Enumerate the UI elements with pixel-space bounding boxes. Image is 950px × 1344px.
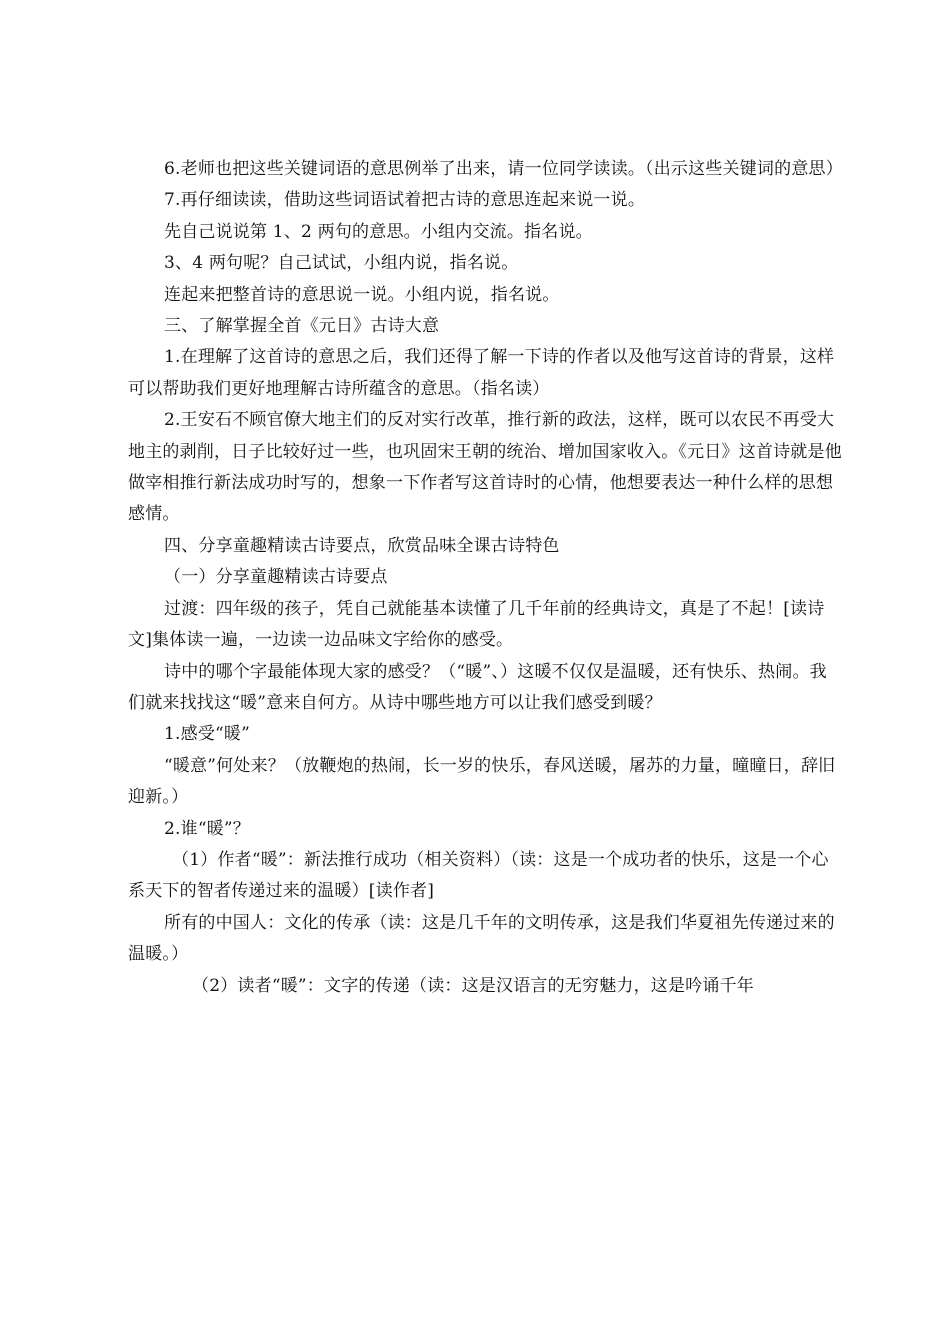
paragraph-warmth-question: 诗中的哪个字最能体现大家的感受？（“暖”、）这暖不仅仅是温暖，还有快乐、热闹。我们就来找找这“暖”意来自何方。从诗中哪些地方可以让我们感受到暖？: [128, 661, 827, 713]
document-body: [128, 154, 844, 1002]
paragraph-feel-warmth: 1.感受“暖”: [164, 724, 251, 745]
paragraph-step-6: 6.老师也把这些关键词语的意思例举了出来，请一位同学读读。（出示这些关键词的意思）: [164, 159, 843, 179]
paragraph-reader-warm: （2）读者“暖”：文字的传递（读：这是汉语言的无穷魅力，这是吟诵千年: [192, 975, 754, 996]
paragraph-wang-anshi: 2.王安石不顾官僚大地主们的反对实行改革，推行新的政法，这样，既可以农民不再受大地主的剥削，日子比较好过一些，也巩固宋王朝的统治、增加国家收入。《元日》这首诗就是他做宰相推行新法成功时写的，想象一下作者写这首诗时的心情，他想要表达一种什么样的思想感情。: [128, 410, 842, 525]
paragraph-whole-poem: 连起来把整首诗的意思说一说。小组内说，指名说。: [164, 284, 560, 305]
paragraph-warmth-source: “暖意”何处来？（放鞭炮的热闹，长一岁的快乐，春风送暖，屠苏的力量，曈曈日，辞旧迎新。）: [128, 755, 836, 808]
section-heading-4: 四、分享童趣精读古诗要点，欣赏品味全课古诗特色: [164, 535, 560, 556]
paragraph-all-chinese: 所有的中国人：文化的传承（读：这是几千年的文明传承，这是我们华夏祖先传递过来的温暖。）: [128, 912, 835, 965]
paragraph-lines-1-2: 先自己说说第 1、2 两句的意思。小组内交流。指名说。: [164, 221, 593, 242]
paragraph-step-7: 7.再仔细读读，借助这些词语试着把古诗的意思连起来说一说。: [164, 190, 646, 211]
subsection-heading-1: （一）分享童趣精读古诗要点: [164, 567, 388, 588]
section-heading-3: 三、了解掌握全首《元日》古诗大意: [164, 316, 440, 337]
paragraph-lines-3-4: 3、4 两句呢？自己试试，小组内说，指名说。: [164, 253, 519, 274]
paragraph-background: 1.在理解了这首诗的意思之后，我们还得了解一下诗的作者以及他写这首诗的背景，这样可以帮助我们更好地理解古诗所蕴含的意思。（指名读）: [128, 347, 835, 399]
paragraph-transition: 过渡：四年级的孩子，凭自己就能基本读懂了几千年前的经典诗文，真是了不起！[读诗文]集体读一遍，一边读一边品味文字给你的感受。: [128, 598, 825, 651]
paragraph-author-warm: （1）作者“暖”：新法推行成功（相关资料）（读：这是一个成功者的快乐，这是一个心系天下的智者传递过来的温暖）[读作者]: [128, 849, 829, 902]
paragraph-who-warm: 2.谁“暖”？: [164, 818, 251, 839]
